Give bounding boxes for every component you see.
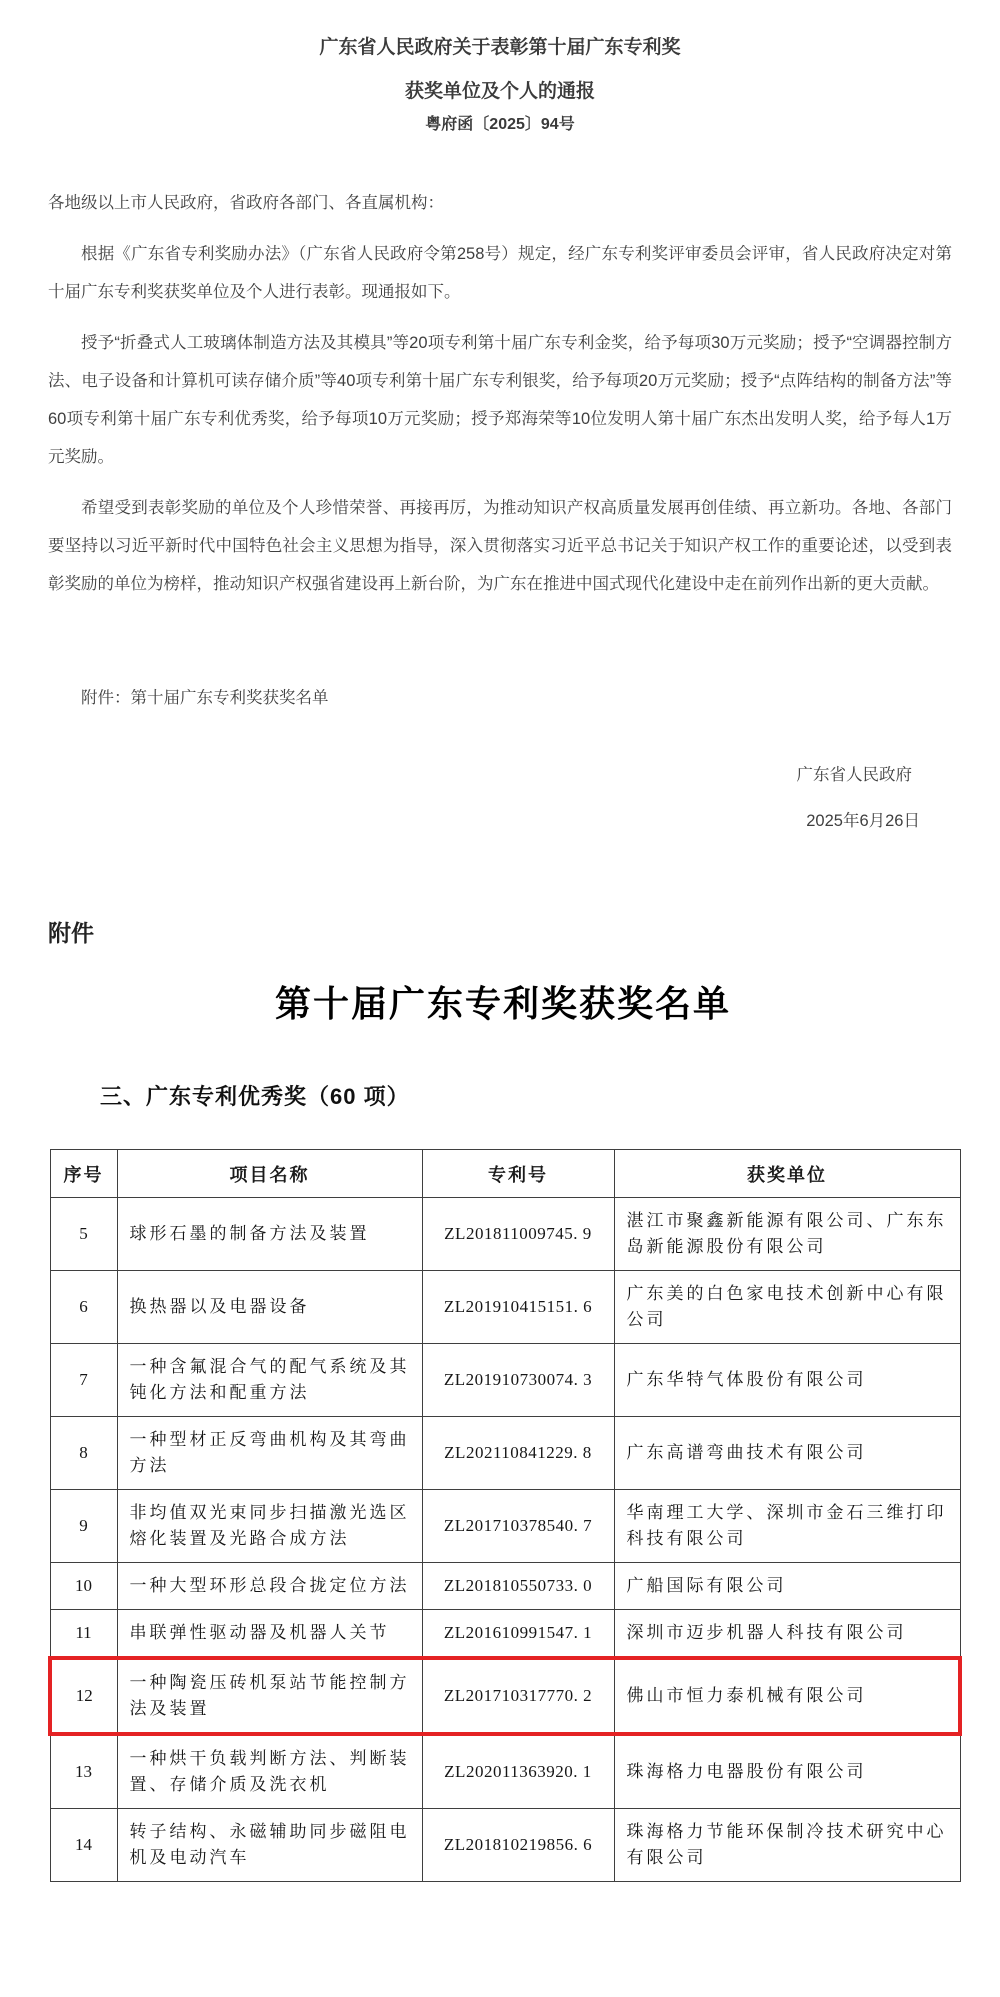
cell-unit: 湛江市聚鑫新能源有限公司、广东东岛新能源股份有限公司 xyxy=(614,1198,960,1271)
cell-no: 5 xyxy=(50,1198,117,1271)
cell-patent: ZL201811009745. 9 xyxy=(422,1198,614,1271)
table-row xyxy=(50,1563,960,1610)
signer: 广东省人民政府 xyxy=(796,766,912,784)
paragraph-3: 希望受到表彰奖励的单位及个人珍惜荣誉、再接再厉，为推动知识产权高质量发展再创佳绩、再立新功。各地、各部门要坚持以习近平新时代中国特色社会主义思想为指导，深入贯彻落实习近平总书记关于知识产权工作的重要论述，以受到表彰奖励的单位为榜样，推动知识产权强省建设再上新台阶，为广东在推进中国式现代化建设中走在前列作出新的更大贡献。 xyxy=(48,499,952,593)
header-serial-number: 序号 xyxy=(50,1150,117,1198)
cell-name: 球形石墨的制备方法及装置 xyxy=(117,1198,422,1271)
document-title-line1: 广东省人民政府关于表彰第十届广东专利奖 xyxy=(319,37,681,58)
table-row xyxy=(50,1344,960,1417)
cell-name: 一种型材正反弯曲机构及其弯曲方法 xyxy=(117,1417,422,1490)
cell-unit: 珠海格力节能环保制冷技术研究中心有限公司 xyxy=(614,1809,960,1882)
cell-unit: 深圳市迈步机器人科技有限公司 xyxy=(614,1610,960,1659)
notice-document xyxy=(0,0,1000,833)
cell-patent: ZL201810550733. 0 xyxy=(422,1563,614,1610)
cell-patent: ZL201810219856. 6 xyxy=(422,1809,614,1882)
cell-name: 换热器以及电器设备 xyxy=(117,1271,422,1344)
cell-patent: ZL201610991547. 1 xyxy=(422,1610,614,1659)
award-table xyxy=(48,1149,962,1882)
cell-name: 一种陶瓷压砖机泵站节能控制方法及装置 xyxy=(117,1658,422,1734)
cell-no: 9 xyxy=(50,1490,117,1563)
cell-unit: 佛山市恒力泰机械有限公司 xyxy=(614,1658,960,1734)
cell-name: 一种大型环形总段合拢定位方法 xyxy=(117,1563,422,1610)
table-row xyxy=(50,1734,960,1809)
document-number: 粤府函〔2025〕94号 xyxy=(425,116,575,133)
paragraph-2: 授予“折叠式人工玻璃体制造方法及其模具”等20项专利第十届广东专利金奖，给予每项30万元奖励；授予“空调器控制方法、电子设备和计算机可读存储介质”等40项专利第十届广东专利银奖，给予每项20万元奖励；授予“点阵结构的制备方法”等60项专利第十届广东专利优秀奖，给予每项10万元奖励；授予郑海荣等10位发明人第十届广东杰出发明人奖，给予每人1万元奖励。 xyxy=(48,334,952,466)
section-heading-excellence-award: 三、广东专利优秀奖（60 项） xyxy=(100,1084,410,1109)
salutation: 各地级以上市人民政府，省政府各部门、各直属机构： xyxy=(48,194,444,212)
table-header-row xyxy=(50,1150,960,1198)
table-row xyxy=(50,1198,960,1271)
header-patent-number: 专利号 xyxy=(422,1150,614,1198)
cell-patent: ZL201710317770. 2 xyxy=(422,1658,614,1734)
cell-no: 8 xyxy=(50,1417,117,1490)
award-table-body xyxy=(50,1198,960,1882)
sign-date: 2025年6月26日 xyxy=(806,812,920,830)
document-title-line2: 获奖单位及个人的通报 xyxy=(404,81,595,102)
cell-no: 13 xyxy=(50,1734,117,1809)
cell-no: 10 xyxy=(50,1563,117,1610)
cell-name: 一种烘干负载判断方法、判断装置、存储介质及洗衣机 xyxy=(117,1734,422,1809)
cell-patent: ZL201710378540. 7 xyxy=(422,1490,614,1563)
attachment-section xyxy=(0,919,1000,1882)
table-row xyxy=(50,1271,960,1344)
cell-unit: 华南理工大学、深圳市金石三维打印科技有限公司 xyxy=(614,1490,960,1563)
table-row xyxy=(50,1490,960,1563)
cell-patent: ZL202011363920. 1 xyxy=(422,1734,614,1809)
cell-name: 非均值双光束同步扫描激光选区熔化装置及光路合成方法 xyxy=(117,1490,422,1563)
paragraph-1: 根据《广东省专利奖励办法》（广东省人民政府令第258号）规定，经广东专利奖评审委员会评审，省人民政府决定对第十届广东专利奖获奖单位及个人进行表彰。现通报如下。 xyxy=(48,245,952,301)
header-project-name: 项目名称 xyxy=(117,1150,422,1198)
cell-unit: 珠海格力电器股份有限公司 xyxy=(614,1734,960,1809)
attachment-note: 附件：第十届广东专利奖获奖名单 xyxy=(81,689,329,707)
cell-name: 串联弹性驱动器及机器人关节 xyxy=(117,1610,422,1659)
cell-no: 14 xyxy=(50,1809,117,1882)
cell-name: 转子结构、永磁辅助同步磁阻电机及电动汽车 xyxy=(117,1809,422,1882)
cell-patent: ZL201910415151. 6 xyxy=(422,1271,614,1344)
cell-unit: 广东美的白色家电技术创新中心有限公司 xyxy=(614,1271,960,1344)
cell-no: 12 xyxy=(50,1658,117,1734)
table-row xyxy=(50,1809,960,1882)
cell-no: 11 xyxy=(50,1610,117,1659)
cell-patent: ZL202110841229. 8 xyxy=(422,1417,614,1490)
table-row xyxy=(50,1417,960,1490)
attachment-label: 附件 xyxy=(48,920,94,946)
attachment-title: 第十届广东专利奖获奖名单 xyxy=(274,984,731,1024)
cell-unit: 广船国际有限公司 xyxy=(614,1563,960,1610)
header-award-unit: 获奖单位 xyxy=(614,1150,960,1198)
table-row xyxy=(50,1658,960,1734)
cell-unit: 广东高谱弯曲技术有限公司 xyxy=(614,1417,960,1490)
cell-unit: 广东华特气体股份有限公司 xyxy=(614,1344,960,1417)
cell-patent: ZL201910730074. 3 xyxy=(422,1344,614,1417)
table-row xyxy=(50,1610,960,1659)
cell-name: 一种含氟混合气的配气系统及其钝化方法和配重方法 xyxy=(117,1344,422,1417)
cell-no: 6 xyxy=(50,1271,117,1344)
cell-no: 7 xyxy=(50,1344,117,1417)
